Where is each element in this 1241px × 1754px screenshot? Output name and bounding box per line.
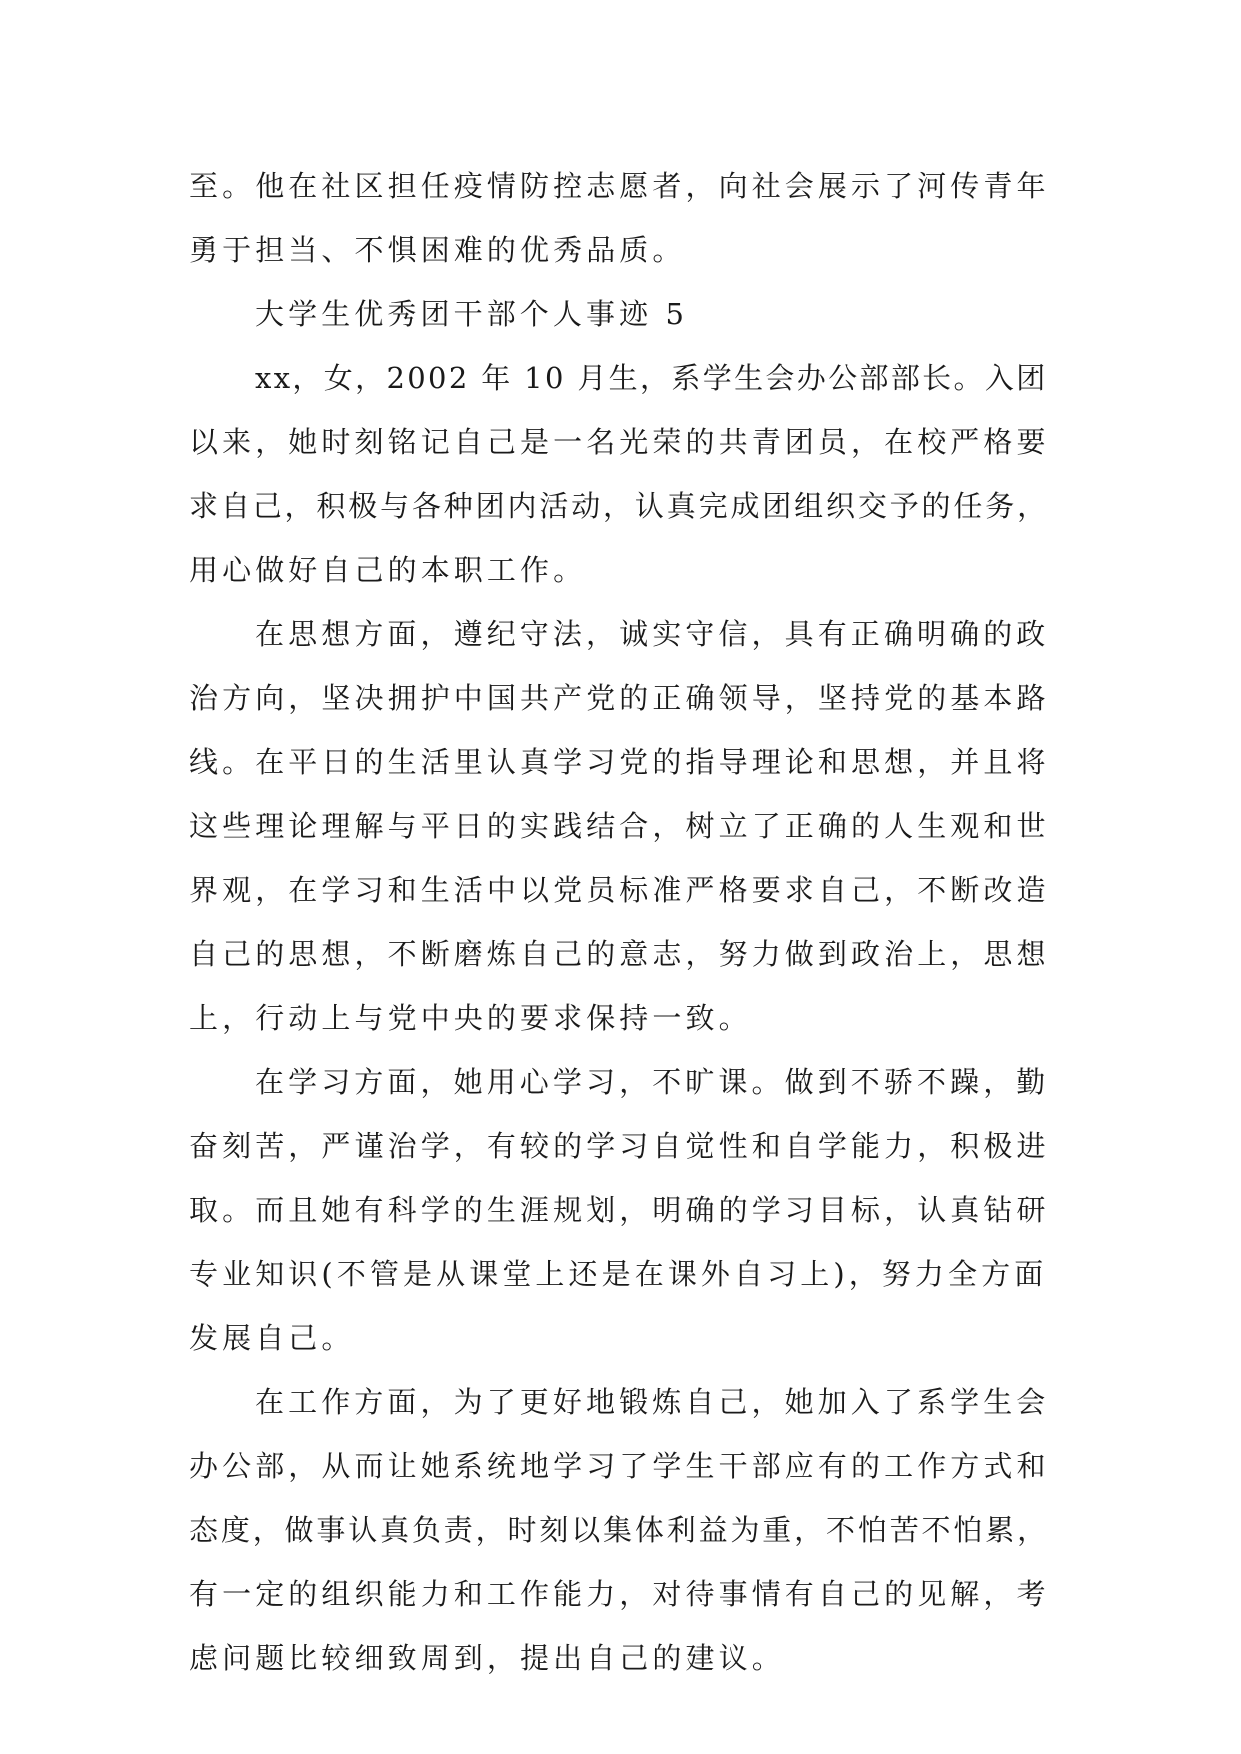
text-line: 至。他在社区担任疫情防控志愿者，向社会展示了河传青年 [189, 169, 1050, 203]
text-line: 自己的思想，不断磨炼自己的意志，努力做到政治上，思想 [189, 937, 1050, 971]
text-line: 求自己，积极与各种团内活动，认真完成团组织交予的任务， [189, 489, 1049, 523]
text-line: 用心做好自己的本职工作。 [189, 553, 587, 587]
text-line: 界观，在学习和生活中以党员标准严格要求自己，不断改造 [189, 873, 1050, 907]
text-line: 有一定的组织能力和工作能力，对待事情有自己的见解，考 [189, 1577, 1050, 1611]
text-line: 以来，她时刻铭记自己是一名光荣的共青团员，在校严格要 [189, 425, 1050, 459]
text-line: 在学习方面，她用心学习，不旷课。做到不骄不躁，勤 [255, 1065, 1050, 1099]
text-line: 专业知识(不管是从课堂上还是在课外自习上)，努力全方面 [189, 1257, 1048, 1291]
text-line: 办公部，从而让她系统地学习了学生干部应有的工作方式和 [189, 1449, 1050, 1483]
text-line: 虑问题比较细致周到，提出自己的建议。 [189, 1641, 785, 1675]
text-line: 发展自己。 [189, 1321, 355, 1355]
text-line: xx，女，2002 年 10 月生，系学生会办公部部长。入团 [255, 361, 1048, 395]
text-line: 态度，做事认真负责，时刻以集体利益为重，不怕苦不怕累， [189, 1513, 1049, 1547]
document-body [189, 162, 1051, 1698]
text-line: 在思想方面，遵纪守法，诚实守信，具有正确明确的政 [255, 617, 1050, 651]
text-line: 上，行动上与党中央的要求保持一致。 [189, 1001, 752, 1035]
text-line: 奋刻苦，严谨治学，有较的学习自觉性和自学能力，积极进 [189, 1129, 1050, 1163]
text-line: 线。在平日的生活里认真学习党的指导理论和思想，并且将 [189, 745, 1050, 779]
text-line: 勇于担当、不惧困难的优秀品质。 [189, 233, 686, 267]
text-line: 在工作方面，为了更好地锻炼自己，她加入了系学生会 [255, 1385, 1050, 1419]
text-line: 取。而且她有科学的生涯规划，明确的学习目标，认真钻研 [189, 1193, 1050, 1227]
section-heading: 大学生优秀团干部个人事迹 5 [255, 297, 689, 331]
text-line: 治方向，坚决拥护中国共产党的正确领导，坚持党的基本路 [189, 681, 1050, 715]
text-line: 这些理论理解与平日的实践结合，树立了正确的人生观和世 [189, 809, 1050, 843]
